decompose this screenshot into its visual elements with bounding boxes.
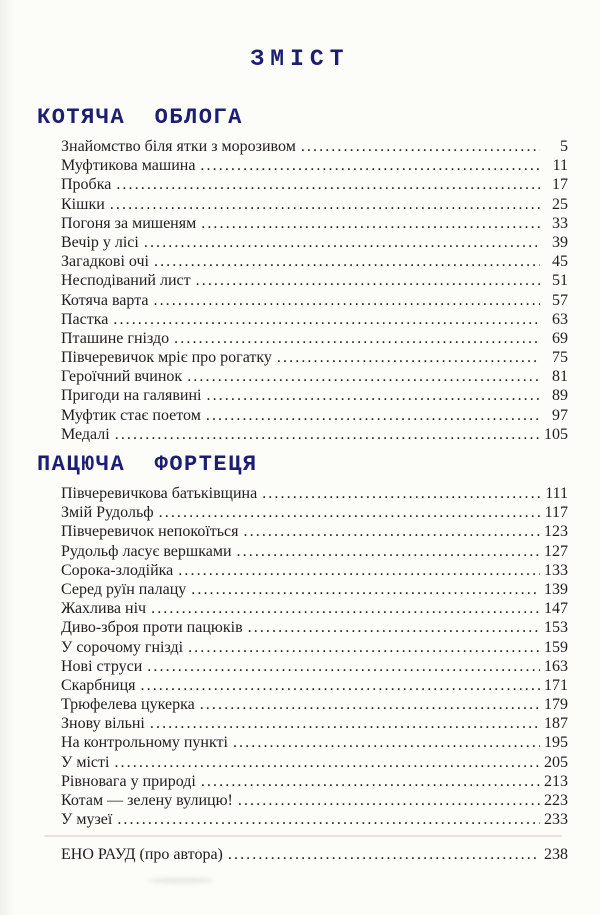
toc-entry [61, 425, 568, 444]
toc-section-cat-siege [0, 106, 600, 444]
dot-leader [174, 329, 540, 348]
dot-leader [228, 845, 540, 864]
entry-page-number: 25 [552, 195, 568, 213]
dot-leader [115, 425, 540, 444]
toc-entry [61, 580, 568, 599]
entry-title: Знову вільні [61, 715, 145, 733]
toc-entry [61, 406, 568, 425]
toc-entry [61, 233, 568, 252]
entry-title: Рудольф ласує вершками [61, 542, 232, 560]
toc-entry [61, 484, 568, 503]
scan-smudge [148, 877, 214, 884]
dot-leader [117, 810, 540, 829]
dot-leader [147, 657, 540, 676]
entry-page-number: 127 [544, 542, 568, 560]
dot-leader [110, 195, 540, 214]
entry-title: Пастка [61, 310, 109, 328]
entry-page-number: 105 [544, 425, 568, 443]
section-heading: ПАЦЮЧА ФОРТЕЦЯ [37, 452, 258, 477]
dot-leader [116, 175, 540, 194]
entry-page-number: 139 [544, 580, 568, 598]
toc-entry [61, 367, 568, 386]
entry-page-number: 33 [552, 214, 568, 232]
dot-leader [262, 484, 540, 503]
entry-page-number: 123 [544, 523, 568, 541]
toc-entry [61, 599, 568, 618]
dot-leader [151, 599, 540, 618]
entry-title: Півчеревичкова батьківщина [61, 485, 258, 502]
entry-page-number: 133 [544, 561, 568, 579]
dot-leader [178, 561, 540, 580]
section-heading: КОТЯЧА ОБЛОГА [37, 105, 243, 130]
entry-page-number: 233 [544, 811, 568, 829]
toc-entry [61, 714, 568, 733]
entry-page-number: 57 [552, 291, 568, 309]
entry-title: Жахлива ніч [61, 600, 147, 618]
entry-title: Рівновага у природі [61, 772, 196, 790]
toc-entry [61, 733, 568, 752]
entry-page-number: 171 [544, 676, 568, 694]
entry-page-number: 51 [552, 272, 568, 290]
entry-page-number: 213 [544, 772, 568, 790]
entry-title: Несподіваний лист [61, 272, 191, 290]
toc-entry [61, 175, 568, 194]
entry-title: Погоня за мишеням [61, 214, 197, 232]
entry-title: Муфтикова машина [61, 157, 196, 175]
entry-title: Сорока-злодійка [61, 561, 174, 579]
entry-page-number: 5 [560, 138, 568, 155]
entry-title: Нові струси [61, 657, 143, 675]
dot-leader [154, 252, 540, 271]
toc-entry [61, 137, 568, 156]
entry-page-number: 75 [552, 349, 568, 367]
entry-page-number: 163 [544, 657, 568, 675]
toc-entry [61, 156, 568, 175]
dot-leader [191, 580, 540, 599]
entry-title: Вечір у лісі [61, 233, 139, 251]
entry-page-number: 11 [552, 157, 568, 175]
dot-leader [201, 214, 540, 233]
entry-page-number: 223 [544, 792, 568, 809]
entry-title: Півчеревичок мріє про рогатку [61, 349, 272, 367]
toc-entries [0, 484, 600, 829]
entry-title: У сорочому гнізді [61, 638, 184, 656]
entry-title: Пригоди на галявині [61, 387, 202, 405]
toc-entry [61, 329, 568, 348]
entry-page-number: 17 [552, 176, 568, 194]
toc-entry-about-author [61, 845, 568, 864]
toc-entry [61, 561, 568, 580]
toc-entry [61, 310, 568, 329]
entry-title: Котяча варта [61, 291, 149, 309]
dot-leader [248, 618, 540, 637]
entry-page-number: 69 [552, 329, 568, 347]
toc-entry [61, 291, 568, 310]
entry-page-number: 195 [544, 734, 568, 752]
toc-entry [61, 386, 568, 405]
entry-page-number: 153 [544, 619, 568, 637]
entry-page-number: 205 [544, 753, 568, 771]
entry-title: Змій Рудольф [61, 504, 154, 522]
toc-entries [0, 137, 600, 444]
toc-section-rat-fortress [0, 453, 600, 829]
toc-entry [61, 676, 568, 695]
entry-title: ЕНО РАУД (про автора) [61, 846, 223, 864]
entry-title: Медалі [61, 425, 110, 443]
entry-page-number: 117 [544, 504, 568, 522]
entry-title: Серед руїн палацу [61, 580, 187, 598]
entry-title: Пташине гніздо [61, 329, 170, 347]
dot-leader [196, 271, 540, 290]
entry-title: Скарбниця [61, 676, 136, 694]
toc-entry [61, 810, 568, 829]
entry-page-number: 111 [545, 485, 568, 502]
dot-leader [244, 522, 540, 541]
toc-entry [61, 348, 568, 367]
entry-title: Муфтик стає поетом [61, 406, 201, 424]
toc-entry [61, 503, 568, 522]
entry-page-number: 97 [552, 406, 568, 424]
dot-leader [200, 695, 540, 714]
entry-title: На контрольному пункті [61, 734, 228, 752]
dot-leader [201, 772, 540, 791]
entry-page-number: 45 [552, 253, 568, 271]
toc-entry [61, 542, 568, 561]
toc-entry [61, 753, 568, 772]
dot-leader [113, 310, 540, 329]
entry-title: Кішки [61, 195, 105, 213]
toc-entry [61, 271, 568, 290]
entry-page-number: 238 [544, 846, 568, 864]
dot-leader [238, 791, 540, 810]
toc-entry [61, 638, 568, 657]
toc-entry [61, 195, 568, 214]
toc-entry [61, 522, 568, 541]
divider-line [44, 835, 562, 837]
toc-entry [61, 695, 568, 714]
dot-leader [237, 542, 540, 561]
entry-title: Загадкові очі [61, 253, 149, 271]
dot-leader [153, 291, 540, 310]
dot-leader [114, 753, 540, 772]
dot-leader [187, 367, 540, 386]
dot-leader [144, 233, 540, 252]
dot-leader [150, 714, 540, 733]
page-title: ЗМІСТ [250, 46, 350, 72]
entry-page-number: 63 [552, 310, 568, 328]
dot-leader [301, 137, 540, 156]
entry-page-number: 147 [544, 600, 568, 618]
entry-page-number: 39 [552, 233, 568, 251]
toc-entry [61, 657, 568, 676]
entry-page-number: 179 [544, 696, 568, 714]
entry-title: У місті [61, 753, 110, 771]
toc-entry [61, 214, 568, 233]
entry-title: Знайомство біля ятки з морозивом [61, 138, 296, 155]
entry-title: Півчеревичок непокоїться [61, 523, 239, 541]
entry-page-number: 89 [552, 387, 568, 405]
toc-entry [61, 791, 568, 810]
entry-title: Героїчний вчинок [61, 368, 183, 386]
dot-leader [206, 386, 540, 405]
dot-leader [206, 406, 540, 425]
dot-leader [159, 503, 540, 522]
dot-leader [233, 733, 540, 752]
toc-entry [61, 252, 568, 271]
toc-entry [61, 618, 568, 637]
entry-title: У музеї [61, 811, 113, 829]
dot-leader [141, 676, 541, 695]
entry-title: Котам — зелену вулицю! [61, 792, 233, 809]
entry-page-number: 187 [544, 715, 568, 733]
entry-page-number: 159 [544, 638, 568, 656]
dot-leader [277, 348, 540, 367]
entry-title: Диво-зброя проти пацюків [61, 619, 243, 637]
entry-page-number: 81 [552, 368, 568, 386]
dot-leader [188, 638, 540, 657]
dot-leader [200, 156, 540, 175]
entry-title: Пробка [61, 176, 112, 194]
entry-title: Трюфелева цукерка [61, 696, 195, 714]
toc-entry [61, 772, 568, 791]
